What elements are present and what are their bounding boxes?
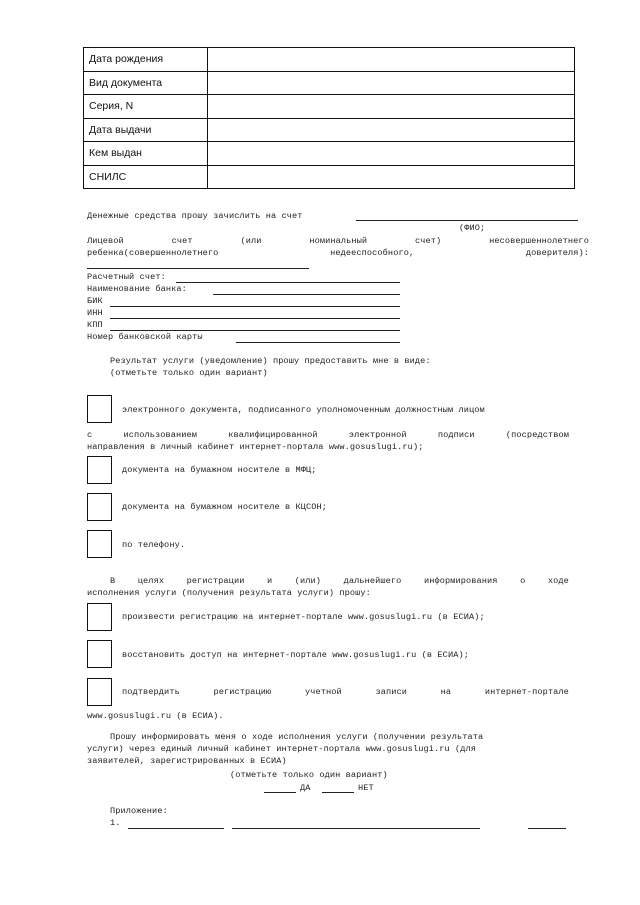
registration-intro-line2: исполнения услуги (получения результата услуги) прошу: xyxy=(87,588,371,598)
inform-one-option-hint: (отметьте только один вариант) xyxy=(230,770,388,780)
word: целях xyxy=(137,576,165,586)
inform-line1: Прошу информировать меня о ходе исполнения услуги (получении результата xyxy=(110,732,484,742)
issued-by-label: Кем выдан xyxy=(84,142,208,166)
confirm-registration-checkbox[interactable] xyxy=(87,678,112,706)
word: счет) xyxy=(414,236,442,246)
electronic-document-label: электронного документа, подписанного уполномоченным должностным лицом xyxy=(122,405,485,415)
mfc-paper-checkbox[interactable] xyxy=(87,456,112,484)
fio-hint: (ФИО; xyxy=(459,223,486,233)
table-row xyxy=(84,95,575,119)
word: на xyxy=(440,687,452,697)
attachment-field-1[interactable] xyxy=(128,828,224,829)
table-row xyxy=(84,165,575,189)
word: регистрацию xyxy=(213,687,272,697)
snils-field[interactable] xyxy=(208,165,575,189)
kcson-paper-label: документа на бумажном носителе в КЦСОН; xyxy=(122,502,328,512)
one-option-hint: (отметьте только один вариант) xyxy=(110,368,268,378)
mfc-paper-label: документа на бумажном носителе в МФЦ; xyxy=(122,465,317,475)
phone-label: по телефону. xyxy=(122,540,186,550)
word: (посредством xyxy=(505,430,569,440)
kcson-paper-checkbox[interactable] xyxy=(87,493,112,521)
word: информирования xyxy=(423,576,498,586)
word: о xyxy=(520,576,526,586)
funds-request-text: Денежные средства прошу зачислить на счет xyxy=(87,211,303,221)
word: электронной xyxy=(348,430,407,440)
table-row xyxy=(84,48,575,72)
personal-account-field[interactable] xyxy=(87,268,309,269)
word: ребенка(совершеннолетнего xyxy=(87,248,219,258)
table-row xyxy=(84,118,575,142)
bank-name-label: Наименование банка: xyxy=(87,284,187,294)
word: с xyxy=(87,430,93,440)
result-intro: Результат услуги (уведомление) прошу предоставить мне в виде: xyxy=(110,356,431,366)
attachment-field-3[interactable] xyxy=(528,828,566,829)
word: использованием xyxy=(123,430,198,440)
word: интернет-портале xyxy=(484,687,569,697)
word: подписи xyxy=(437,430,475,440)
word: недееспособного, xyxy=(330,248,415,258)
electronic-document-checkbox[interactable] xyxy=(87,395,112,423)
inn-field[interactable] xyxy=(110,318,400,319)
electronic-document-line3: направления в личный кабинет интернет-портала www.gosuslugi.ru); xyxy=(87,442,424,452)
word: записи xyxy=(375,687,407,697)
birth-date-field[interactable] xyxy=(208,48,575,72)
issue-date-label: Дата выдачи xyxy=(84,118,208,142)
kpp-field[interactable] xyxy=(110,330,400,331)
phone-checkbox[interactable] xyxy=(87,530,112,558)
word: (или xyxy=(240,236,262,246)
bik-field[interactable] xyxy=(110,306,400,307)
snils-label: СНИЛС xyxy=(84,165,208,189)
registration-intro xyxy=(110,576,569,586)
identity-table xyxy=(83,47,575,189)
inn-label: ИНН xyxy=(87,308,103,318)
yes-mark-field[interactable] xyxy=(264,792,296,793)
restore-access-label: восстановить доступ на интернет-портале www.gosuslugi.ru (в ЕСИА); xyxy=(122,650,469,660)
card-number-label: Номер банковской карты xyxy=(87,332,203,342)
personal-account-line xyxy=(87,236,589,246)
word: счет xyxy=(171,236,193,246)
inform-line2: услуги) через единый личный кабинет интернет-портала www.gosuslugi.ru (для xyxy=(87,744,477,754)
attachment-label: Приложение: xyxy=(110,806,168,816)
inform-line3: заявителей, зарегистрированных в ЕСИА) xyxy=(87,756,287,766)
no-option-label: НЕТ xyxy=(358,783,374,793)
attachment-item-number: 1. xyxy=(110,818,121,828)
series-number-label: Серия, N xyxy=(84,95,208,119)
document-type-field[interactable] xyxy=(208,71,575,95)
child-line xyxy=(87,248,589,258)
word: доверителя): xyxy=(525,248,589,258)
confirm-registration-line2: www.gosuslugi.ru (в ЕСИА). xyxy=(87,711,224,721)
no-mark-field[interactable] xyxy=(322,792,354,793)
word: несовершеннолетнего xyxy=(489,236,589,246)
attachment-field-2[interactable] xyxy=(232,828,480,829)
word: Лицевой xyxy=(87,236,124,246)
bank-name-field[interactable] xyxy=(213,294,400,295)
word: дальнейшего xyxy=(343,576,402,586)
word: учетной xyxy=(304,687,342,697)
word: (или) xyxy=(294,576,322,586)
word: номинальный xyxy=(309,236,368,246)
issue-date-field[interactable] xyxy=(208,118,575,142)
yes-option-label: ДА xyxy=(300,783,311,793)
bik-label: БИК xyxy=(87,296,103,306)
series-number-field[interactable] xyxy=(208,95,575,119)
kpp-label: КПП xyxy=(87,320,103,330)
register-checkbox[interactable] xyxy=(87,603,112,631)
word: подтвердить xyxy=(122,687,180,697)
word: квалифицированной xyxy=(228,430,318,440)
document-type-label: Вид документа xyxy=(84,71,208,95)
register-label: произвести регистрацию на интернет-портале www.gosuslugi.ru (в ЕСИА); xyxy=(122,612,485,622)
issued-by-field[interactable] xyxy=(208,142,575,166)
word: В xyxy=(110,576,116,586)
table-row xyxy=(84,142,575,166)
account-holder-field[interactable] xyxy=(356,220,578,221)
word: и xyxy=(266,576,273,586)
bank-account-field[interactable] xyxy=(176,282,400,283)
bank-account-label: Расчетный счет: xyxy=(87,272,166,282)
confirm-registration-label xyxy=(122,687,569,697)
table-row xyxy=(84,71,575,95)
birth-date-label: Дата рождения xyxy=(84,48,208,72)
word: регистрации xyxy=(186,576,245,586)
card-number-field[interactable] xyxy=(236,342,400,343)
word: ходе xyxy=(547,576,569,586)
restore-access-checkbox[interactable] xyxy=(87,640,112,668)
electronic-document-line2 xyxy=(87,430,569,440)
bank-account-row xyxy=(87,272,166,282)
